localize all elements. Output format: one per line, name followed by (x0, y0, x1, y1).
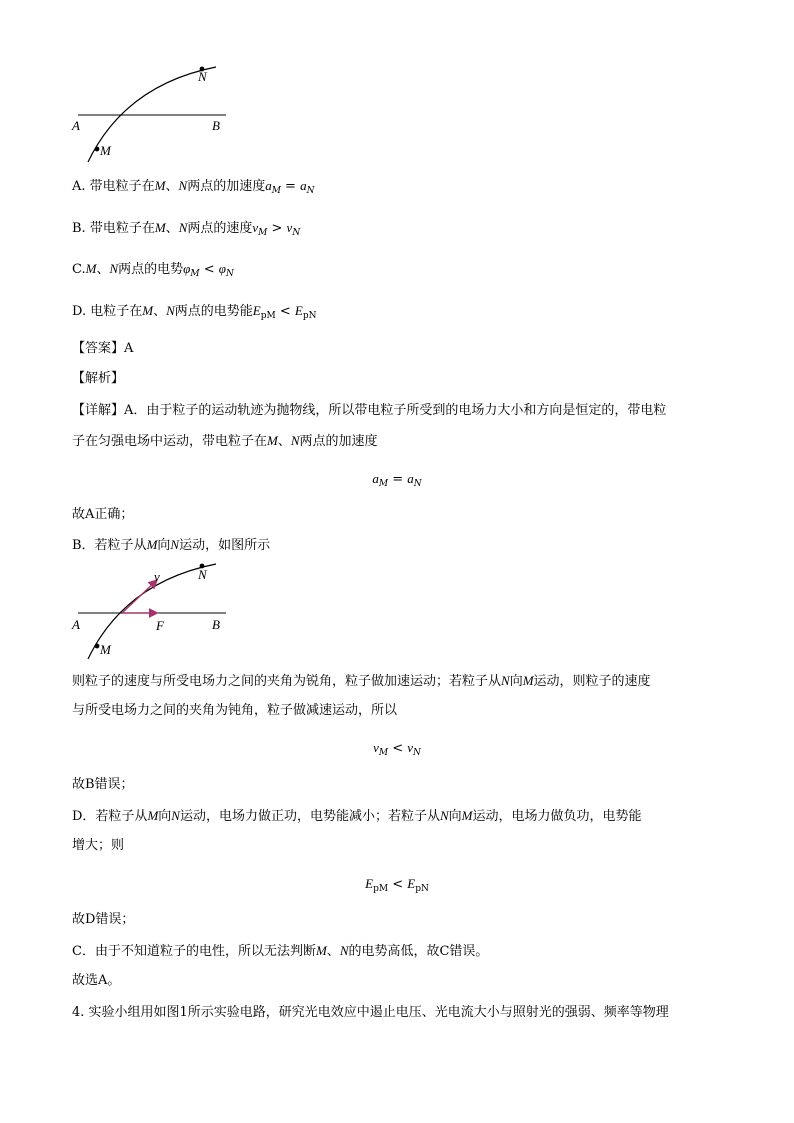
label-M: M (100, 143, 111, 158)
final-answer: 故选A。 (72, 973, 121, 988)
label-A-2: A (72, 617, 80, 632)
conclusion-B: 故B错误； (72, 777, 134, 792)
label-v: v (154, 569, 160, 584)
figure-2-velocity-force (70, 557, 240, 662)
label-A: A (72, 118, 80, 133)
question-4: 4. 实验小组用如图1所示实验电路，研究光电效应中遏止电压、光电流大小与照射光的强弱、频率等物理 (72, 1005, 669, 1020)
detail-line-1: 【详解】A．由于粒子的运动轨迹为抛物线，所以带电粒子所受到的电场力大小和方向是恒定的，带电粒 (72, 403, 667, 418)
conclusion-A: 故A正确； (72, 507, 134, 522)
detail-B-line: B．若粒子从M向N运动，如图所示 (72, 537, 271, 553)
detail-B-line-2: 与所受电场力之间的夹角为钝角，粒子做减速运动，所以 (72, 703, 398, 718)
detail-line-2: 子在匀强电场中运动，带电粒子在M、N两点的加速度 (72, 433, 378, 449)
figure-1-trajectory (70, 60, 240, 165)
option-D: D. 电粒子在M、N两点的电势能$E_{pM} < E_{pN}$ (72, 303, 317, 321)
equation-1: $a_M = a_N$ (372, 471, 422, 489)
label-N-2: N (198, 567, 207, 582)
detail-C-line: C．由于不知道粒子的电性，所以无法判断M、N的电势高低，故C错误。 (72, 943, 489, 959)
label-M-2: M (100, 642, 111, 657)
detail-B-line-1: 则粒子的速度与所受电场力之间的夹角为锐角，粒子做加速运动；若粒子从N向M运动，则粒子的速度 (72, 673, 651, 689)
option-A: A. 带电粒子在M、N两点的加速度$a_M = a_N$ (72, 178, 315, 196)
equation-3: $E_{pM} < E_{pN}$ (365, 876, 429, 894)
detail-D-line-1: D．若粒子从M向N运动，电场力做正功，电势能减小；若粒子从N向M运动，电场力做负功，电势能 (72, 808, 642, 824)
conclusion-D: 故D错误； (72, 912, 135, 927)
point-M (95, 147, 100, 152)
option-B: B. 带电粒子在M、N两点的速度$v_M > v_N$ (72, 220, 301, 238)
label-B-2: B (212, 617, 220, 632)
label-B: B (212, 118, 220, 133)
equation-2: $v_M < v_N$ (373, 740, 421, 758)
analysis-tag: 【解析】 (72, 371, 125, 386)
label-F: F (156, 618, 164, 633)
answer-line: 【答案】A (72, 341, 134, 356)
velocity-arrow (122, 581, 156, 613)
detail-D-line-2: 增大；则 (72, 838, 125, 853)
label-N: N (198, 69, 207, 84)
option-C: C.M、N两点的电势$\varphi_M < \varphi_N$ (72, 261, 234, 279)
point-M-2 (95, 644, 100, 649)
